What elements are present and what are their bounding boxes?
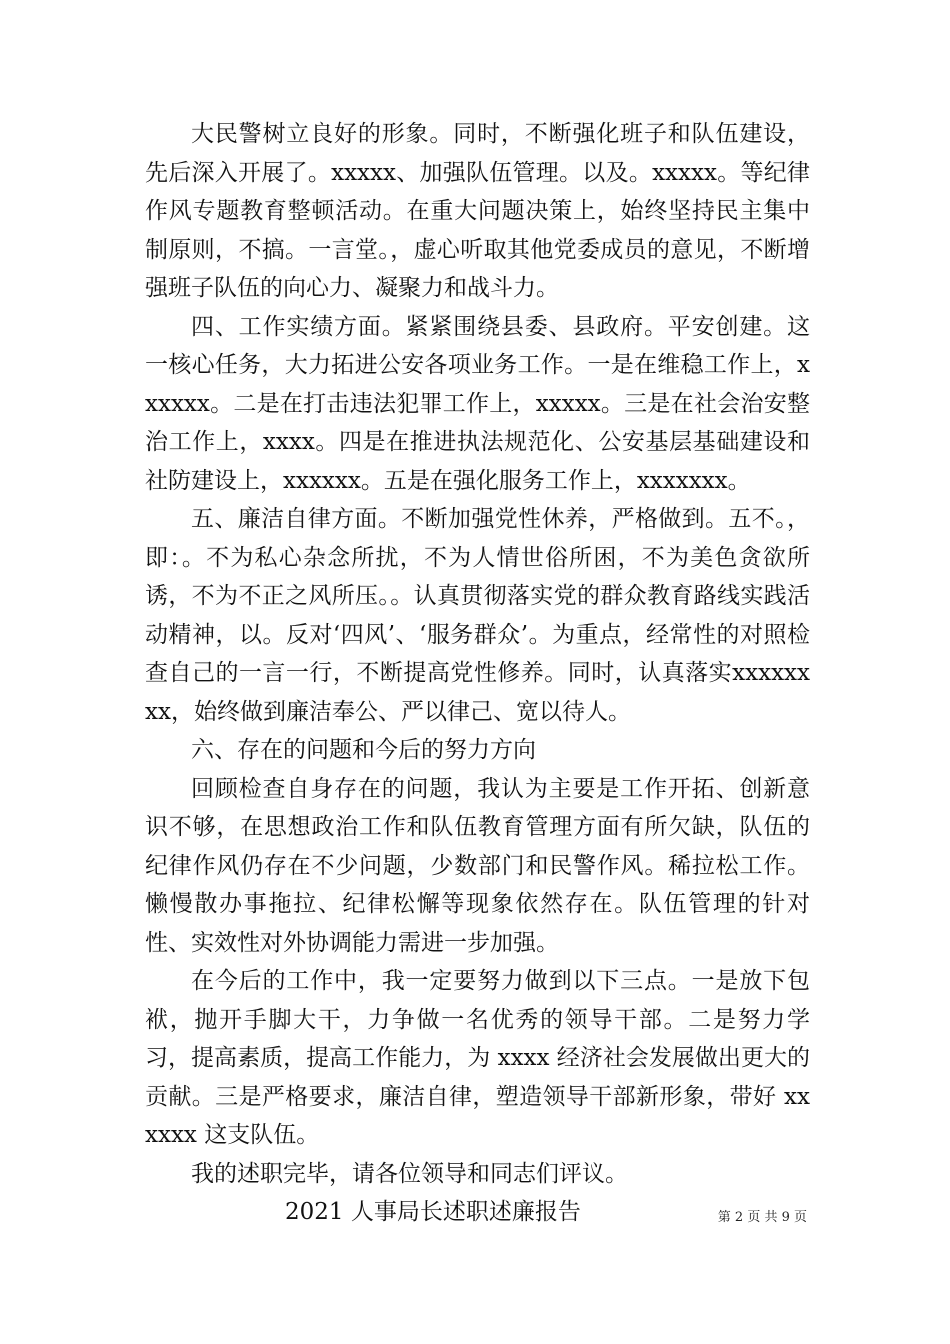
paragraph-problems: 回顾检查自身存在的问题，我认为主要是工作开拓、创新意识不够，在思想政治工作和队伍教育管理方面有所欠缺，队伍的纪律作风仍存在不少问题，少数部门和民警作风。稀拉松工作。懒慢散办事拖拉、纪律松懈等现象依然存在。队伍管理的针对性、实效性对外协调能力需进一步加强。: [145, 775, 810, 956]
paragraph-future-work: 在今后的工作中，我一定要努力做到以下三点。一是放下包袱，抛开手脚大干，力争做一名优秀的领导干部。二是努力学习，提高素质，提高工作能力，为 xxxx 经济社会发展做出更大的贡献。三是严格要求，廉洁自律，塑造领导干部新形象，带好 xxxxxx 这支队伍。: [145, 968, 810, 1148]
paragraph-work-achievements: 四、工作实绩方面。紧紧围绕县委、县政府。平安创建。这一核心任务，大力拓进公安各项业务工作。一是在维稳工作上，xxxxxx。二是在打击违法犯罪工作上，xxxxx。三是在社会治安整治工作上，xxxx。四是在推进执法规范化、公安基层基础建设和社防建设上，xxxxxx。五是在强化服务工作上，xxxxxxx。: [145, 313, 810, 494]
document-body: [145, 115, 810, 1232]
next-document-title: 2021 人事局长述职述廉报告: [285, 1199, 581, 1225]
page-number-footer: 第 2 页 共 9 页: [717, 1210, 807, 1225]
paragraph-team-building: 大民警树立良好的形象。同时，不断强化班子和队伍建设，先后深入开展了。xxxxx、加强队伍管理。以及。xxxxx。等纪律作风专题教育整顿活动。在重大问题决策上，始终坚持民主集中制原则，不搞。一言堂。，虚心听取其他党委成员的意见，不断增强班子队伍的向心力、凝聚力和战斗力。: [145, 121, 810, 301]
paragraph-closing: 我的述职完毕，请各位领导和同志们评议。: [191, 1160, 628, 1187]
paragraph-integrity: 五、廉洁自律方面。不断加强党性休养，严格做到。五不。，即：。不为私心杂念所扰，不为人情世俗所困，不为美色贪欲所诱，不为不正之风所压。。认真贯彻落实党的群众教育路线实践活动精神，以。反对‘四风’、‘服务群众’。为重点，经常性的对照检查自己的一言一行，不断提高党性修养。同时，认真落实xxxxxxxx，始终做到廉洁奉公、严以律己、宽以待人。: [145, 506, 810, 725]
section-heading-problems: 六、存在的问题和今后的努力方向: [191, 737, 536, 763]
